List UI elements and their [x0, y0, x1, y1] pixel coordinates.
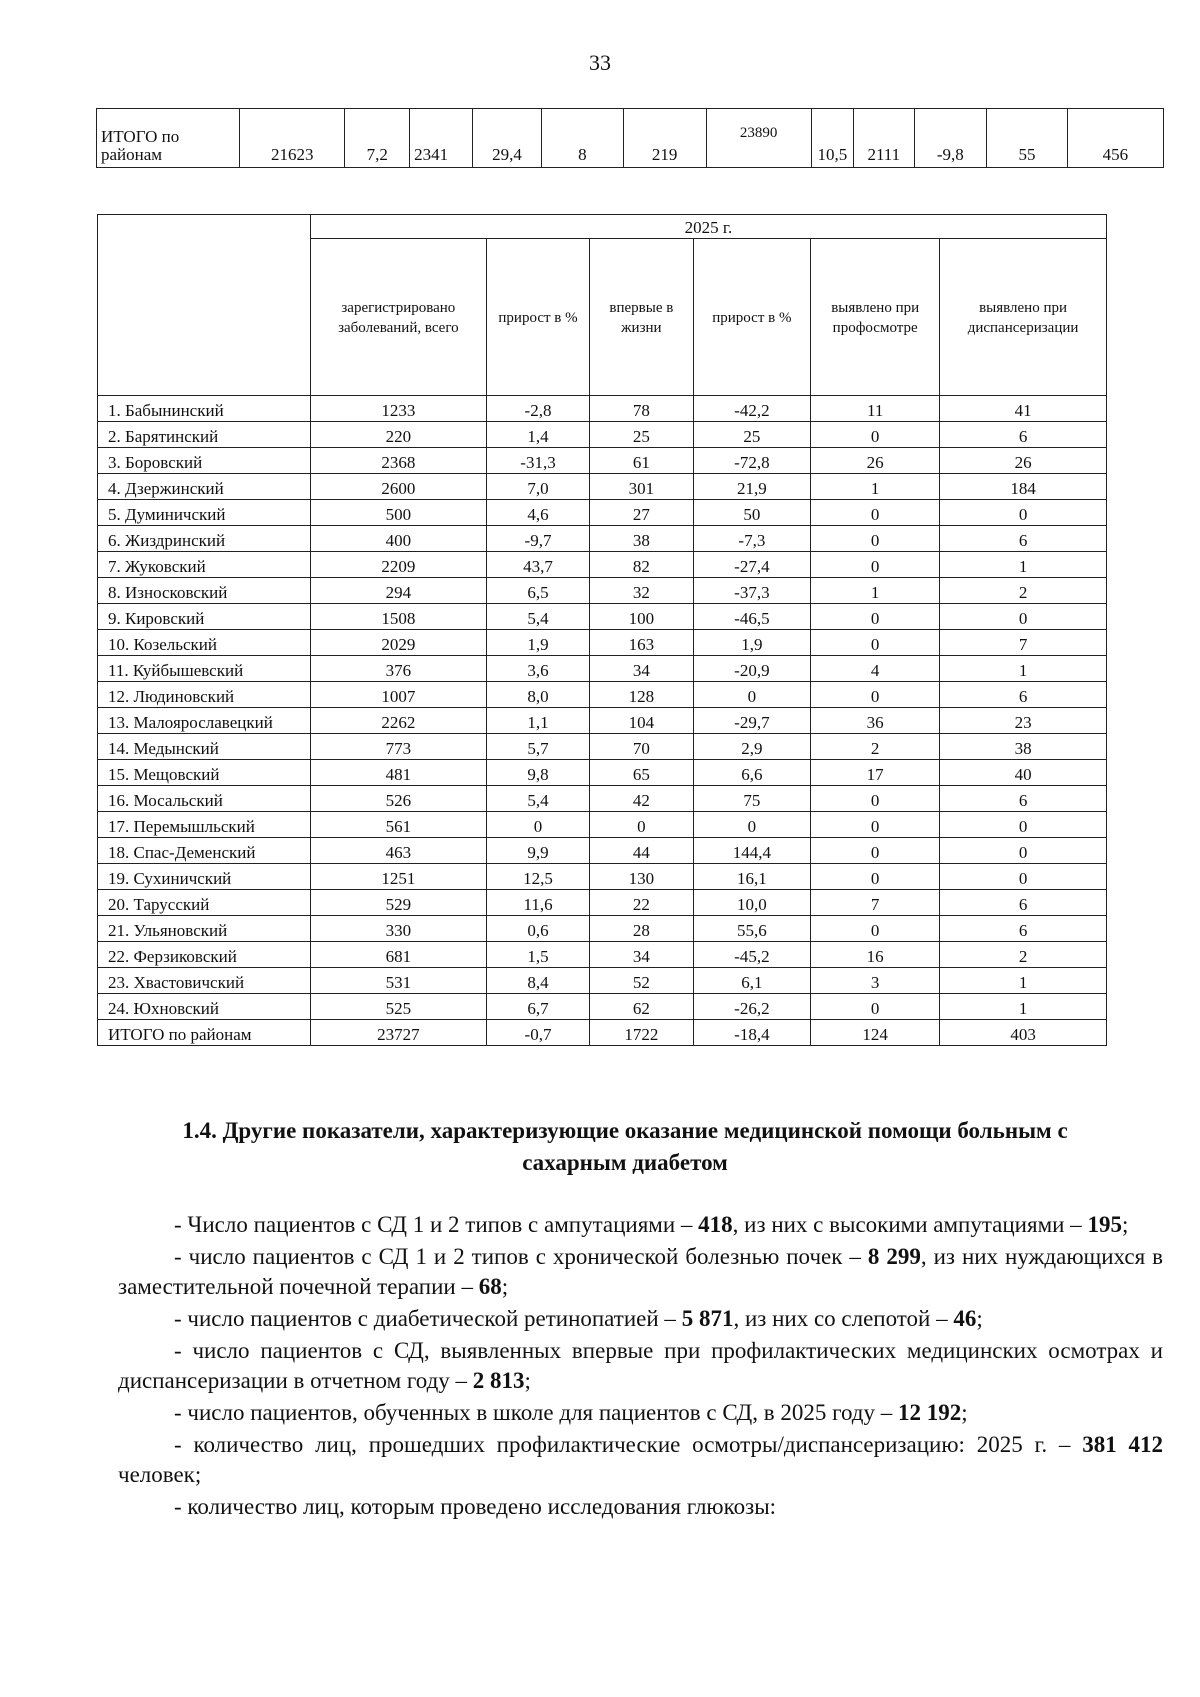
district-name: 7. Жуковский [98, 552, 311, 578]
indicator-paragraph [118, 1398, 1163, 1428]
table-cell: 6 [940, 682, 1107, 708]
table-cell: 529 [310, 890, 486, 916]
table-cell: 0 [811, 994, 940, 1020]
table-cell: 0 [693, 812, 811, 838]
table-cell: 0 [940, 500, 1107, 526]
table-cell: -9,7 [486, 526, 589, 552]
table-cell: 681 [310, 942, 486, 968]
table-row [98, 994, 1107, 1020]
table-cell: 6 [940, 526, 1107, 552]
indicator-text: ; [501, 1274, 509, 1299]
district-name: 19. Сухиничский [98, 864, 311, 890]
indicator-paragraph [118, 1210, 1163, 1240]
table-cell: 16,1 [693, 864, 811, 890]
table-cell: 6,7 [486, 994, 589, 1020]
table-cell: 2,9 [693, 734, 811, 760]
table-row [98, 422, 1107, 448]
district-name: 23. Хвастовичский [98, 968, 311, 994]
table-cell: 1 [940, 656, 1107, 682]
indicator-value: 8 299 [867, 1244, 921, 1269]
column-header: прирост в % [693, 239, 811, 396]
table-row [98, 916, 1107, 942]
total-cell: 403 [940, 1020, 1107, 1046]
table-row [98, 734, 1107, 760]
table-cell: 8,4 [486, 968, 589, 994]
summary-row [97, 109, 1164, 168]
table-cell: 220 [310, 422, 486, 448]
table-cell: 7 [811, 890, 940, 916]
indicator-text: ; [961, 1400, 968, 1425]
table-cell: 301 [590, 474, 693, 500]
table-cell: 2209 [310, 552, 486, 578]
indicator-value: 418 [698, 1212, 733, 1237]
summary-cell: 7,2 [345, 109, 410, 168]
table-cell: 1,9 [693, 630, 811, 656]
table-cell: -31,3 [486, 448, 589, 474]
table-cell: 2 [940, 942, 1107, 968]
table-cell: -26,2 [693, 994, 811, 1020]
table-cell: 1 [940, 968, 1107, 994]
table-cell: 75 [693, 786, 811, 812]
indicator-value: 12 192 [897, 1400, 962, 1425]
table-cell: 144,4 [693, 838, 811, 864]
table-cell: 1,4 [486, 422, 589, 448]
table-cell: 1007 [310, 682, 486, 708]
table-cell: 38 [590, 526, 693, 552]
summary-cell: 2111 [854, 109, 914, 168]
indicator-text: , из них с высокими ампутациями – [732, 1212, 1088, 1237]
table-cell: 5,4 [486, 786, 589, 812]
year-header-row [98, 215, 1107, 239]
table-cell: 78 [590, 396, 693, 422]
table-cell: 526 [310, 786, 486, 812]
table-row [98, 760, 1107, 786]
indicator-text: человек; [118, 1462, 202, 1487]
table-cell: 26 [811, 448, 940, 474]
table-row [98, 578, 1107, 604]
district-column-header [98, 215, 311, 396]
table-cell: 0 [811, 682, 940, 708]
indicator-text: - Число пациентов с СД 1 и 2 типов с ампутациями – [174, 1212, 699, 1237]
indicator-value: 68 [478, 1274, 502, 1299]
summary-cell: 10,5 [811, 109, 854, 168]
table-cell: 0 [811, 916, 940, 942]
table-cell: 0 [940, 838, 1107, 864]
table-cell: 1 [940, 552, 1107, 578]
table-cell: 6,5 [486, 578, 589, 604]
table-row [98, 864, 1107, 890]
table-row [98, 838, 1107, 864]
indicator-value: 2 813 [472, 1368, 525, 1393]
indicator-value: 46 [953, 1306, 977, 1331]
summary-cell: 456 [1067, 109, 1163, 168]
table-cell: 128 [590, 682, 693, 708]
table-cell: 25 [693, 422, 811, 448]
indicator-text: - число пациентов с СД 1 и 2 типов с хронической болезнью почек – [174, 1244, 868, 1269]
table-cell: 1,9 [486, 630, 589, 656]
table-cell: 3 [811, 968, 940, 994]
table-cell: 5,4 [486, 604, 589, 630]
table-cell: 42 [590, 786, 693, 812]
table-cell: 0 [811, 786, 940, 812]
table-cell: 40 [940, 760, 1107, 786]
table-cell: 8,0 [486, 682, 589, 708]
district-name: 14. Медынский [98, 734, 311, 760]
table-row [98, 526, 1107, 552]
table-cell: 25 [590, 422, 693, 448]
table-cell: 27 [590, 500, 693, 526]
indicator-text: ; [976, 1306, 983, 1331]
column-header: прирост в % [486, 239, 589, 396]
table-cell: 26 [940, 448, 1107, 474]
table-cell: -20,9 [693, 656, 811, 682]
table-row [98, 786, 1107, 812]
indicator-text: - число пациентов с диабетической ретинопатией – [174, 1306, 682, 1331]
column-header: зарегистрировано заболеваний, всего [310, 239, 486, 396]
summary-cell: 55 [987, 109, 1068, 168]
total-cell: 124 [811, 1020, 940, 1046]
table-cell: 6,6 [693, 760, 811, 786]
table-cell: 7,0 [486, 474, 589, 500]
table-cell: 330 [310, 916, 486, 942]
table-cell: 62 [590, 994, 693, 1020]
table-cell: 21,9 [693, 474, 811, 500]
table-cell: 0 [811, 630, 940, 656]
section-body [118, 1210, 1163, 1524]
table-cell: 1233 [310, 396, 486, 422]
table-cell: 23 [940, 708, 1107, 734]
table-cell: 2029 [310, 630, 486, 656]
indicator-paragraph [118, 1336, 1163, 1396]
table-cell: 100 [590, 604, 693, 630]
table-cell: 0 [811, 864, 940, 890]
table-cell: 28 [590, 916, 693, 942]
total-cell: 23727 [310, 1020, 486, 1046]
table-cell: 9,8 [486, 760, 589, 786]
district-name: 9. Кировский [98, 604, 311, 630]
district-name: 4. Дзержинский [98, 474, 311, 500]
table-cell: 773 [310, 734, 486, 760]
table-cell: 61 [590, 448, 693, 474]
district-name: 1. Бабынинский [98, 396, 311, 422]
table-cell: 1,5 [486, 942, 589, 968]
table-row [98, 500, 1107, 526]
table-cell: 184 [940, 474, 1107, 500]
summary-table [96, 108, 1164, 168]
table-cell: 294 [310, 578, 486, 604]
district-name: 24. Юхновский [98, 994, 311, 1020]
table-row [98, 890, 1107, 916]
table-cell: 0 [811, 812, 940, 838]
total-cell: 1722 [590, 1020, 693, 1046]
table-cell: 32 [590, 578, 693, 604]
summary-cell: 23890 [706, 109, 811, 168]
table-cell: 0 [811, 526, 940, 552]
indicator-value: 381 412 [1082, 1432, 1164, 1457]
indicator-text: - количество лиц, прошедших профилактические осмотры/диспансеризацию: 2025 г. – [174, 1432, 1083, 1457]
table-cell: 55,6 [693, 916, 811, 942]
district-name: 20. Тарусский [98, 890, 311, 916]
table-cell: 4 [811, 656, 940, 682]
table-row [98, 604, 1107, 630]
table-cell: -42,2 [693, 396, 811, 422]
summary-cell: 29,4 [472, 109, 541, 168]
table-row [98, 708, 1107, 734]
table-cell: -7,3 [693, 526, 811, 552]
table-cell: 531 [310, 968, 486, 994]
table-cell: 41 [940, 396, 1107, 422]
year-header: 2025 г. [310, 215, 1106, 239]
district-name: 22. Ферзиковский [98, 942, 311, 968]
table-cell: 0 [811, 422, 940, 448]
table-cell: 163 [590, 630, 693, 656]
table-cell: 82 [590, 552, 693, 578]
indicator-paragraph [118, 1304, 1163, 1334]
table-cell: 70 [590, 734, 693, 760]
summary-cell: 21623 [240, 109, 345, 168]
table-cell: 2262 [310, 708, 486, 734]
table-cell: 0 [940, 812, 1107, 838]
district-name: 12. Людиновский [98, 682, 311, 708]
district-name: 5. Думиничский [98, 500, 311, 526]
table-cell: 4,6 [486, 500, 589, 526]
table-cell: 525 [310, 994, 486, 1020]
table-cell: 11,6 [486, 890, 589, 916]
table-cell: 3,6 [486, 656, 589, 682]
table-cell: 1,1 [486, 708, 589, 734]
table-cell: 500 [310, 500, 486, 526]
table-cell: 5,7 [486, 734, 589, 760]
table-cell: 43,7 [486, 552, 589, 578]
district-name: 16. Мосальский [98, 786, 311, 812]
district-name: 18. Спас-Деменский [98, 838, 311, 864]
table-cell: 6 [940, 916, 1107, 942]
indicator-text: - количество лиц, которым проведено исследования глюкозы: [174, 1494, 777, 1519]
table-cell: 1 [811, 578, 940, 604]
table-cell: 50 [693, 500, 811, 526]
indicator-text: , из них со слепотой – [733, 1306, 954, 1331]
indicator-text: , из них нуждающихся в заместительной почечной терапии – [118, 1244, 1163, 1299]
table-row [98, 448, 1107, 474]
table-cell: 16 [811, 942, 940, 968]
table-row [98, 942, 1107, 968]
summary-cell: 219 [623, 109, 706, 168]
table-cell: -72,8 [693, 448, 811, 474]
table-cell: 561 [310, 812, 486, 838]
table-cell: 0 [811, 604, 940, 630]
table-row [98, 968, 1107, 994]
district-name: 17. Перемышльский [98, 812, 311, 838]
table-cell: 6 [940, 786, 1107, 812]
table-cell: 463 [310, 838, 486, 864]
table-cell: 9,9 [486, 838, 589, 864]
summary-cell: -9,8 [914, 109, 987, 168]
table-cell: 10,0 [693, 890, 811, 916]
table-cell: -29,7 [693, 708, 811, 734]
table-row [98, 656, 1107, 682]
table-cell: 1508 [310, 604, 486, 630]
table-cell: 6,1 [693, 968, 811, 994]
table-cell: 0,6 [486, 916, 589, 942]
table-cell: 52 [590, 968, 693, 994]
table-cell: -27,4 [693, 552, 811, 578]
table-cell: 65 [590, 760, 693, 786]
table-cell: 1251 [310, 864, 486, 890]
table-cell: 0 [693, 682, 811, 708]
table-row [98, 396, 1107, 422]
page-number: 33 [589, 50, 611, 75]
table-cell: 1 [940, 994, 1107, 1020]
table-cell: 11 [811, 396, 940, 422]
district-table [97, 214, 1107, 1046]
indicator-text: - число пациентов с СД, выявленных впервые при профилактических медицинских осмотрах и диспансеризации в отчетном году – [118, 1338, 1163, 1393]
table-cell: 2368 [310, 448, 486, 474]
district-name: 21. Ульяновский [98, 916, 311, 942]
indicator-text: ; [1121, 1212, 1129, 1237]
table-row [98, 812, 1107, 838]
table-cell: 22 [590, 890, 693, 916]
table-cell: 2 [940, 578, 1107, 604]
total-cell: -0,7 [486, 1020, 589, 1046]
district-name: 11. Куйбышевский [98, 656, 311, 682]
table-cell: 34 [590, 656, 693, 682]
summary-label: ИТОГО по районам [97, 109, 240, 168]
indicator-text: ; [524, 1368, 531, 1393]
table-cell: -37,3 [693, 578, 811, 604]
section-title: 1.4. Другие показатели, характеризующие оказание медицинской помощи больным с сахарным диабетом [182, 1118, 1068, 1175]
total-row [98, 1020, 1107, 1046]
column-header: впервые в жизни [590, 239, 693, 396]
indicator-paragraph [118, 1492, 1163, 1522]
district-name: 6. Жиздринский [98, 526, 311, 552]
table-cell: 12,5 [486, 864, 589, 890]
table-cell: 104 [590, 708, 693, 734]
table-cell: -2,8 [486, 396, 589, 422]
table-cell: 481 [310, 760, 486, 786]
table-cell: 0 [940, 864, 1107, 890]
table-cell: 34 [590, 942, 693, 968]
table-cell: -45,2 [693, 942, 811, 968]
table-cell: -46,5 [693, 604, 811, 630]
indicator-value: 195 [1087, 1212, 1122, 1237]
table-cell: 6 [940, 890, 1107, 916]
table-cell: 0 [940, 604, 1107, 630]
table-cell: 130 [590, 864, 693, 890]
district-name: 8. Износковский [98, 578, 311, 604]
total-label: ИТОГО по районам [98, 1020, 311, 1046]
table-row [98, 552, 1107, 578]
table-cell: 6 [940, 422, 1107, 448]
district-name: 13. Малоярославецкий [98, 708, 311, 734]
district-name: 2. Барятинский [98, 422, 311, 448]
table-cell: 376 [310, 656, 486, 682]
table-cell: 400 [310, 526, 486, 552]
table-cell: 2600 [310, 474, 486, 500]
summary-cell: 2341 [410, 109, 473, 168]
indicator-paragraph [118, 1430, 1163, 1490]
district-name: 10. Козельский [98, 630, 311, 656]
indicator-text: - число пациентов, обученных в школе для пациентов с СД, в 2025 году – [174, 1400, 898, 1425]
table-cell: 7 [940, 630, 1107, 656]
table-cell: 44 [590, 838, 693, 864]
district-name: 15. Мещовский [98, 760, 311, 786]
indicator-value: 5 871 [681, 1306, 734, 1331]
table-cell: 0 [590, 812, 693, 838]
table-cell: 36 [811, 708, 940, 734]
table-cell: 0 [811, 838, 940, 864]
table-cell: 0 [811, 500, 940, 526]
table-cell: 2 [811, 734, 940, 760]
summary-cell: 8 [542, 109, 624, 168]
column-header: выявлено при профосмотре [811, 239, 940, 396]
table-cell: 17 [811, 760, 940, 786]
total-cell: -18,4 [693, 1020, 811, 1046]
district-name: 3. Боровский [98, 448, 311, 474]
table-cell: 1 [811, 474, 940, 500]
table-row [98, 474, 1107, 500]
table-row [98, 682, 1107, 708]
table-cell: 38 [940, 734, 1107, 760]
table-row [98, 630, 1107, 656]
table-cell: 0 [811, 552, 940, 578]
table-cell: 0 [486, 812, 589, 838]
indicator-paragraph [118, 1242, 1163, 1302]
column-header: выявлено при диспансеризации [940, 239, 1107, 396]
